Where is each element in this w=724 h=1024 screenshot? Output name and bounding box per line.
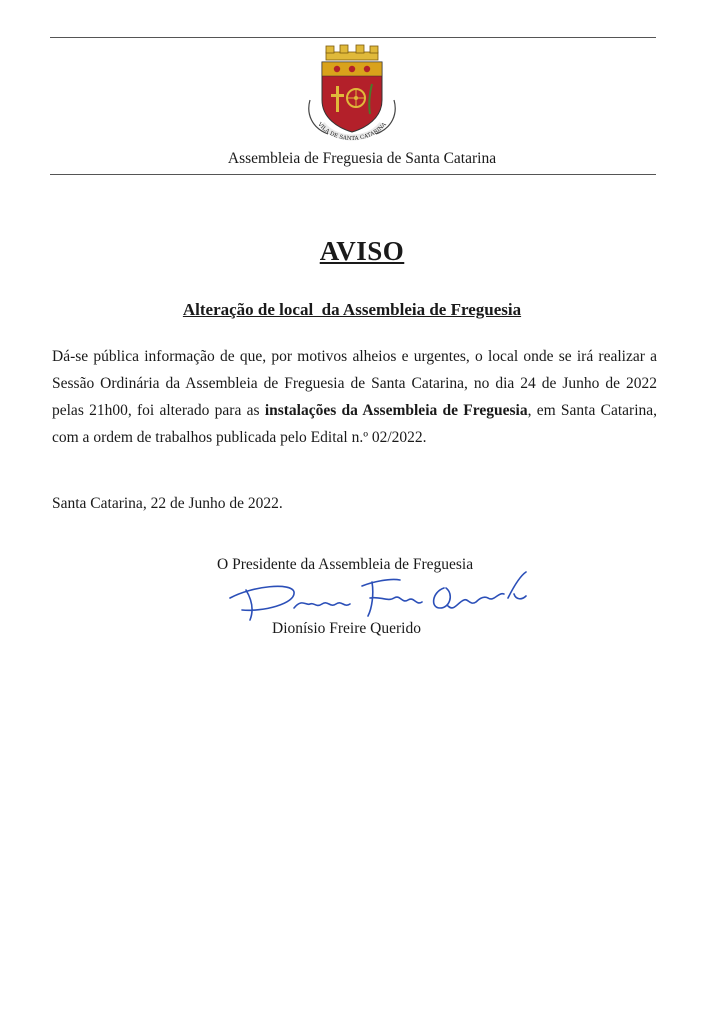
notice-body-part2: , em Santa Catarina, com a ordem de trabalhos publicada pelo Edital n.º 02/2022. — [52, 402, 658, 446]
notice-title: AVISO — [319, 236, 405, 266]
crest-motto: VILA DE SANTA CATARINA — [316, 121, 388, 142]
parish-coat-of-arms — [302, 42, 402, 142]
signatory-name: Dionísio Freire Querido — [272, 620, 421, 637]
notice-body-bold-location: instalações da Assembleia de Freguesia — [264, 402, 528, 419]
handwritten-signature — [222, 568, 532, 628]
header-bottom-rule — [50, 174, 656, 175]
mural-crown — [326, 45, 378, 60]
dateline: Santa Catarina, 22 de Junho de 2022. — [52, 495, 283, 512]
header-top-rule — [50, 37, 656, 38]
notice-body-part1: Dá-se pública informação de que, por motivos alheios e urgentes, o local onde se irá realizar a Sessão Ordinária da Assembleia de Freguesia de Santa Catarina, no dia 24 de Junho de 2022 pelas 21h00, foi alterado para as — [52, 348, 657, 419]
notice-body — [52, 343, 657, 451]
signatory-role: O Presidente da Assembleia de Freguesia — [217, 556, 474, 573]
notice-subtitle: Alteração de local da Assembleia de Freguesia — [182, 300, 522, 319]
organization-name: Assembleia de Freguesia de Santa Catarina — [227, 150, 497, 167]
